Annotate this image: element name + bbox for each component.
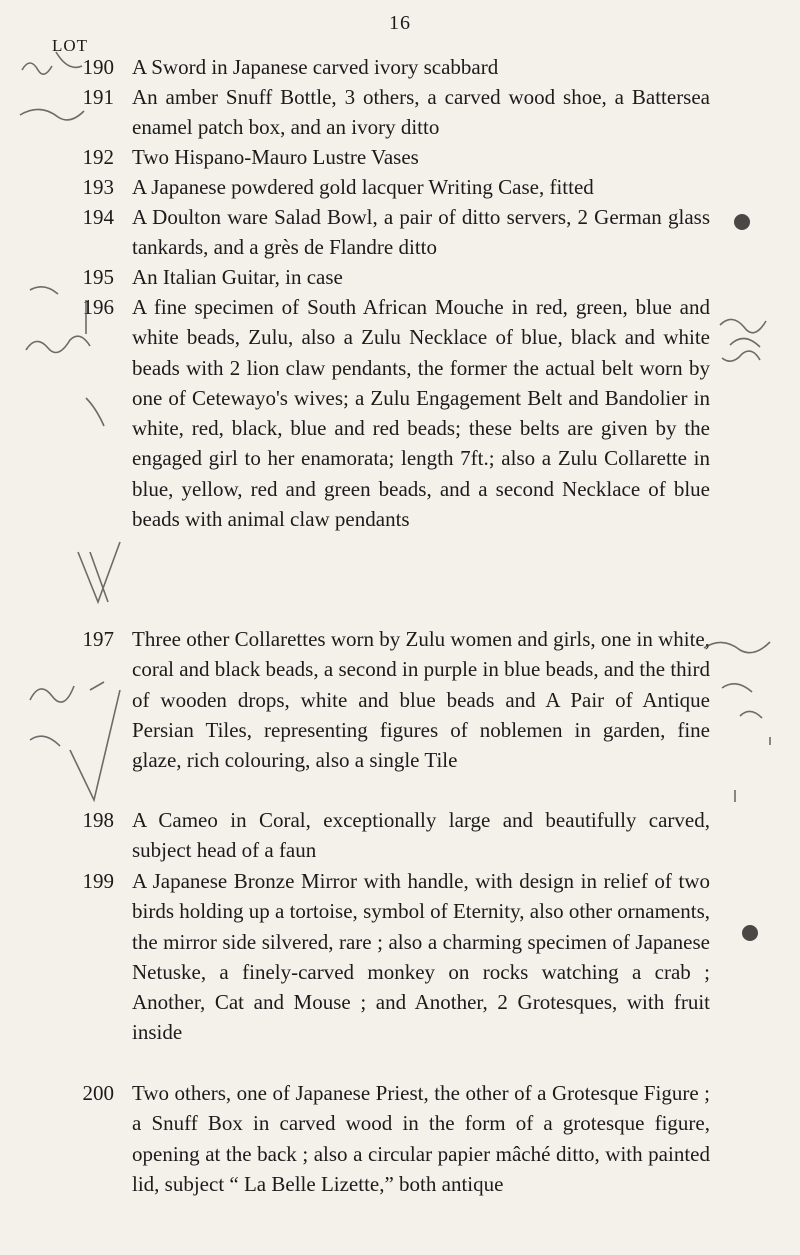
- lot-description: A fine specimen of South African Mouche in red, green, blue and white beads, Zulu, also a Zulu Necklace of blue, black and white beads with 2 lion claw pendants, the former the actual belt worn by one of Cetewayo's wives; a Zulu Engagement Belt and Bandolier in white, red, black, blue and red beads; these belts are given by the engaged girl to her enamorata; length 7ft.; also a Zulu Collarette in blue, yellow, red and green beads, and a second Necklace of blue beads with animal claw pendants: [132, 295, 710, 532]
- lot-number: 194: [82, 205, 114, 229]
- lot-entry-194: [40, 202, 780, 263]
- page-number: 16: [389, 12, 411, 34]
- lot-description: Two others, one of Japanese Priest, the other of a Grotesque Figure ; a Snuff Box in carved wood in the form of a grotesque figure, opening at the back ; also a circular papier mâché ditto, with painted lid, subject “ La Belle Lizette,” both antique: [132, 1081, 710, 1196]
- lot-number: 199: [82, 869, 114, 893]
- lot-description: A Doulton ware Salad Bowl, a pair of ditto servers, 2 German glass tankards, and a grès de Flandre ditto: [132, 205, 710, 260]
- lot-number: 193: [82, 175, 114, 199]
- lot-description: A Japanese powdered gold lacquer Writing Case, fitted: [132, 175, 594, 199]
- lot-description: A Cameo in Coral, exceptionally large and beautifully carved, subject head of a faun: [132, 808, 710, 863]
- lot-number: 197: [82, 627, 114, 651]
- lot-entry-200: [40, 1078, 780, 1199]
- lot-number: 190: [82, 55, 114, 79]
- lot-description: A Sword in Japanese carved ivory scabbard: [132, 55, 499, 79]
- lot-entry-192: [40, 142, 780, 172]
- lot-number: 195: [82, 265, 114, 289]
- pencil-tick-mark: [90, 552, 108, 602]
- lot-description: An Italian Guitar, in case: [132, 265, 343, 289]
- lot-number: 198: [82, 808, 114, 832]
- lot-entry-193: [40, 172, 780, 202]
- lot-entry-190: [40, 52, 780, 82]
- lot-number: 191: [82, 85, 114, 109]
- lot-number: 192: [82, 145, 114, 169]
- lot-entry-195: [40, 262, 780, 292]
- lot-number: 200: [82, 1081, 114, 1105]
- lot-description: Three other Collarettes worn by Zulu women and girls, one in white, coral and black beads, a second in purple in blue beads, and the third of wooden drops, white and blue beads and A Pair of Antique Persian Tiles, representing figures of noblemen in garden, fine glaze, rich colouring, also a single Tile: [132, 627, 710, 773]
- lot-description: An amber Snuff Bottle, 3 others, a carved wood shoe, a Battersea enamel patch box, and an ivory ditto: [132, 85, 710, 140]
- lot-entry-196: [40, 292, 780, 534]
- lot-description: A Japanese Bronze Mirror with handle, with design in relief of two birds holding up a tortoise, symbol of Eternity, also other ornaments, the mirror side silvered, rare ; also a charming specimen of Japanese Netuske, a finely-carved monkey on rocks watching a crab ; Another, Cat and Mouse ; and Another, 2 Grotesques, with fruit inside: [132, 869, 710, 1045]
- lot-entry-197: [40, 624, 780, 775]
- lot-column-header: LOT: [52, 36, 89, 55]
- lot-description: Two Hispano-Mauro Lustre Vases: [132, 145, 419, 169]
- lot-entry-199: [40, 866, 780, 1048]
- pencil-check-mark: [78, 542, 120, 602]
- lot-number: 196: [82, 295, 114, 319]
- lot-entry-191: [40, 82, 780, 143]
- lot-entry-198: [40, 805, 780, 866]
